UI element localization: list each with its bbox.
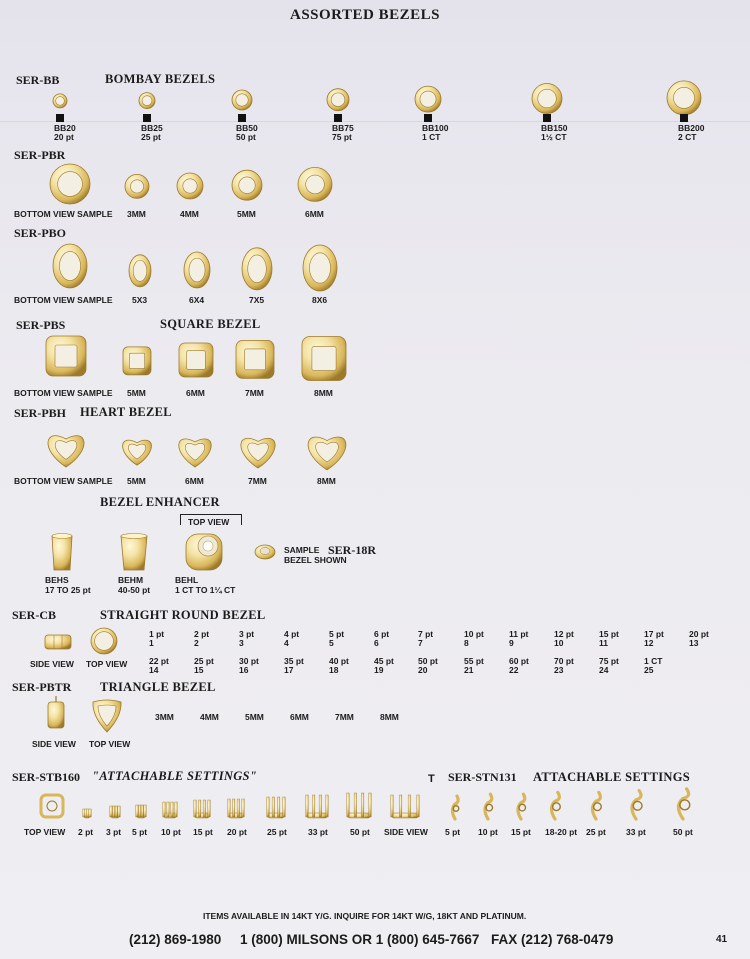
bombay-tag-bb25 [143, 114, 151, 122]
bombay-bezel-images [0, 80, 750, 125]
cb-row1-num-3: 3 [239, 638, 244, 648]
cb-row1-num-13: 13 [689, 638, 699, 648]
cb-row2-pt-20: 50 pt [418, 656, 438, 666]
pbr-bezel-4mm [177, 173, 203, 199]
stb-size-5pt: 5 pt [132, 827, 148, 837]
cb-row1-num-10: 10 [554, 638, 564, 648]
section-title-pbh: HEART BEZEL [80, 405, 172, 419]
pbs-size-6mm: 6MM [186, 388, 205, 398]
cb-row1-pt-6: 6 pt [374, 629, 390, 639]
pbo-bezel-8x6 [303, 245, 337, 291]
enhancer-behs-image [52, 534, 72, 571]
pbo-bottom-sample-image [53, 244, 87, 288]
section-code-pbo: SER-PBO [14, 226, 67, 240]
pbtr-size-8mm: 8MM [380, 712, 399, 722]
section-code-cb: SER-CB [12, 608, 57, 622]
cb-row2-num-17: 17 [284, 665, 294, 675]
cb-row1-num-9: 9 [509, 638, 514, 648]
pbo-bottom-view-label: BOTTOM VIEW SAMPLE [14, 295, 113, 305]
bombay-size-bb200: 2 CT [678, 132, 697, 142]
stb-size-50pt: 50 pt [350, 827, 370, 837]
pbh-bezel-7mm [241, 438, 275, 468]
cb-row1-pt-9: 11 pt [509, 629, 529, 639]
pbr-bezel-6mm [298, 167, 332, 201]
bombay-code-bb50: BB50 [236, 123, 258, 133]
stn-size-5pt: 5 pt [445, 827, 461, 837]
bombay-tag-bb75 [334, 114, 342, 122]
cb-row2-num-19: 19 [374, 665, 384, 675]
cb-row1-pt-13: 20 pt [689, 629, 709, 639]
enhancer-behm-label [118, 576, 150, 595]
pbr-bezel-3mm [125, 174, 149, 198]
stb-setting-15pt [194, 800, 210, 818]
cb-row2-num-25: 25 [644, 665, 654, 675]
section-code-stn: SER-STN131 [448, 770, 517, 784]
pbtr-size-4mm: 4MM [200, 712, 219, 722]
bombay-bezel-bb75 [327, 89, 349, 111]
cb-row1-pt-10: 12 pt [554, 629, 574, 639]
pbh-bottom-view-label: BOTTOM VIEW SAMPLE [14, 476, 113, 486]
cb-row2-pt-22: 60 pt [509, 656, 529, 666]
footer-toll-free: 1 (800) MILSONS OR 1 (800) 645-7667 [240, 932, 480, 947]
stb-size-25pt: 25 pt [267, 827, 287, 837]
stb-size-33pt: 33 pt [308, 827, 328, 837]
sample-line1: SAMPLE [284, 545, 320, 555]
pbtr-size-7mm: 7MM [335, 712, 354, 722]
pbo-size-5x3: 5X3 [132, 295, 148, 305]
stn-setting-15pt [518, 794, 526, 819]
behm-size: 40-50 pt [118, 584, 151, 595]
cb-row2-pt-21: 55 pt [464, 656, 484, 666]
bombay-bezel-bb20 [53, 94, 67, 108]
behs-size: 17 TO 25 pt [45, 584, 91, 595]
cb-row2-num-21: 21 [464, 665, 474, 675]
pbo-bezel-7x5 [242, 248, 272, 290]
pbh-bezel-5mm [123, 440, 152, 465]
bombay-code-bb25: BB25 [141, 123, 163, 133]
pbs-bezel-8mm [302, 337, 346, 381]
section-title-pbs: SQUARE BEZEL [160, 317, 261, 331]
cb-row2-pt-23: 70 pt [554, 656, 574, 666]
footer-availability: ITEMS AVAILABLE IN 14KT Y/G. INQUIRE FOR 14KT W/G, 18KT AND PLATINUM. [203, 911, 527, 921]
stb-size-2pt: 2 pt [78, 827, 94, 837]
section-code-pbs: SER-PBS [16, 318, 66, 332]
footer-phone: (212) 869-1980 [129, 932, 222, 947]
pbo-bezel-images [0, 240, 400, 296]
cb-row1-num-1: 1 [149, 638, 154, 648]
pbh-size-8mm: 8MM [317, 476, 336, 486]
pbr-bezel-5mm [232, 170, 262, 200]
cb-row2-pt-15: 25 pt [194, 656, 214, 666]
stn-setting-33pt [632, 791, 642, 819]
stn-setting-10pt [485, 794, 493, 819]
sample-line2: BEZEL SHOWN [284, 554, 347, 565]
pbr-size-3mm: 3MM [127, 209, 146, 219]
cb-images [0, 625, 140, 659]
stb-top-view-label: TOP VIEW [24, 827, 66, 837]
stn-size-15pt: 15 pt [511, 827, 531, 837]
pbr-bottom-view-label: BOTTOM VIEW SAMPLE [14, 209, 113, 219]
cb-row2-pt-16: 30 pt [239, 656, 259, 666]
section-title-pbtr: TRIANGLE BEZEL [100, 680, 216, 694]
cb-top-view-label: TOP VIEW [86, 659, 128, 669]
pbtr-side-view-label: SIDE VIEW [32, 739, 76, 749]
cb-row1-num-7: 7 [418, 638, 423, 648]
pbo-size-8x6: 8X6 [312, 295, 328, 305]
bombay-tag-bb200 [680, 114, 688, 122]
pbs-bezel-5mm [123, 347, 151, 375]
bombay-size-bb20: 20 pt [54, 132, 74, 142]
cb-row1-pt-2: 2 pt [194, 629, 210, 639]
pbr-bezel-images [0, 160, 400, 210]
behl-code: BEHL [175, 575, 199, 585]
enhancer-behl-image [186, 534, 222, 570]
pbs-size-5mm: 5MM [127, 388, 146, 398]
stb-size-20pt: 20 pt [227, 827, 247, 837]
pbh-bottom-sample-image [48, 436, 84, 467]
page-number: 41 [716, 934, 728, 945]
bombay-bezel-bb150 [532, 84, 562, 114]
cb-row2-pt-18: 40 pt [329, 656, 349, 666]
enhancer-sample-image [255, 545, 275, 559]
bombay-bezel-bb25 [139, 93, 155, 109]
cb-row2-num-20: 20 [418, 665, 428, 675]
stn-size-18-20pt: 18-20 pt [545, 827, 578, 837]
stb-top-view-image [41, 795, 63, 817]
cb-row2-pt-14: 22 pt [149, 656, 169, 666]
stn-setting-18-20pt [552, 792, 561, 819]
pbh-size-6mm: 6MM [185, 476, 204, 486]
stn-size-25pt: 25 pt [586, 827, 606, 837]
section-title-stb: "ATTACHABLE SETTINGS" [92, 769, 258, 783]
pbs-size-8mm: 8MM [314, 388, 333, 398]
cb-row2-num-16: 16 [239, 665, 249, 675]
bombay-size-bb150: 1½ CT [541, 132, 567, 142]
pbs-bottom-view-label: BOTTOM VIEW SAMPLE [14, 388, 113, 398]
section-title-cb: STRAIGHT ROUND BEZEL [100, 608, 266, 622]
bombay-size-bb25: 25 pt [141, 132, 161, 142]
pbo-bezel-5x3 [129, 255, 151, 287]
pbr-bottom-sample-image [50, 164, 90, 204]
section-code-pbtr: SER-PBTR [12, 680, 72, 694]
pbtr-top-view-label: TOP VIEW [89, 739, 131, 749]
cb-side-view-label: SIDE VIEW [30, 659, 74, 669]
stn-setting-5pt [453, 796, 459, 819]
cb-row1-num-12: 12 [644, 638, 654, 648]
cb-row1-num-11: 11 [599, 638, 608, 648]
section-title-bb: BOMBAY BEZELS [105, 72, 216, 86]
cb-top-view-image [91, 628, 117, 654]
cb-side-view-image [45, 635, 71, 649]
bombay-tag-bb150 [543, 114, 551, 122]
bombay-tag-bb100 [424, 114, 432, 122]
bombay-size-bb50: 50 pt [236, 132, 256, 142]
bombay-code-bb200: BB200 [678, 123, 705, 133]
stb-side-view-image [391, 795, 419, 818]
pbs-bezel-6mm [179, 343, 213, 377]
cb-row1-pt-7: 7 pt [418, 629, 434, 639]
enhancer-behm-image [121, 534, 147, 571]
pbtr-size-6mm: 6MM [290, 712, 309, 722]
cb-row1-pt-1: 1 pt [149, 629, 165, 639]
stb-size-3pt: 3 pt [106, 827, 122, 837]
cb-row1-pt-4: 4 pt [284, 629, 300, 639]
stn-size-10pt: 10 pt [478, 827, 498, 837]
bombay-tag-bb20 [56, 114, 64, 122]
stb-size-15pt: 15 pt [193, 827, 213, 837]
pbr-size-4mm: 4MM [180, 209, 199, 219]
pbh-bezel-8mm [308, 437, 346, 470]
section-code-bb: SER-BB [16, 73, 60, 87]
cb-row2-pt-19: 45 pt [374, 656, 394, 666]
attachable-setting-images [0, 785, 750, 825]
section-code-pbr: SER-PBR [14, 148, 66, 162]
stn-size-33pt: 33 pt [626, 827, 646, 837]
stb-setting-33pt [306, 795, 328, 818]
pbr-size-6mm: 6MM [305, 209, 324, 219]
cb-row2-num-24: 24 [599, 665, 609, 675]
cb-row2-num-23: 23 [554, 665, 564, 675]
cb-row2-num-18: 18 [329, 665, 339, 675]
pbr-size-5mm: 5MM [237, 209, 256, 219]
pbtr-size-5mm: 5MM [245, 712, 264, 722]
cb-row1-pt-8: 10 pt [464, 629, 484, 639]
cb-row2-num-15: 15 [194, 665, 204, 675]
pbh-bezel-images [0, 420, 400, 476]
cb-row2-pt-24: 75 pt [599, 656, 619, 666]
bombay-bezel-bb50 [232, 90, 252, 110]
enhancer-behl-label [175, 576, 235, 595]
pbs-bezel-images [0, 330, 400, 386]
cb-row1-num-2: 2 [194, 638, 199, 648]
stb-setting-20pt [228, 799, 244, 818]
section-code-pbh: SER-PBH [14, 406, 67, 420]
bombay-code-bb75: BB75 [332, 123, 354, 133]
pbtr-top-view-image [93, 700, 121, 732]
cb-row2-pt-25: 1 CT [644, 656, 663, 666]
behl-size: 1 CT TO 1¼ CT [175, 584, 236, 595]
stb-setting-2pt [83, 809, 91, 818]
pbo-bezel-6x4 [184, 252, 210, 288]
bombay-bezel-bb100 [415, 86, 441, 112]
triangle-images [0, 694, 140, 736]
tee-marker: T [428, 773, 435, 785]
pbtr-side-view-image [48, 696, 64, 728]
stb-setting-5pt [136, 805, 146, 818]
cb-row1-pt-3: 3 pt [239, 629, 255, 639]
bombay-code-bb150: BB150 [541, 123, 568, 133]
enhancer-behs-label [45, 576, 91, 595]
stn-setting-25pt [593, 792, 602, 819]
pbs-bezel-7mm [236, 340, 274, 378]
pbh-size-5mm: 5MM [127, 476, 146, 486]
stn-size-50pt: 50 pt [673, 827, 693, 837]
footer-fax: FAX (212) 768-0479 [491, 932, 614, 947]
pbs-bottom-sample-image [46, 336, 86, 376]
stb-size-10pt: 10 pt [161, 827, 181, 837]
pbtr-size-3mm: 3MM [155, 712, 174, 722]
bombay-size-bb75: 75 pt [332, 132, 352, 142]
pbs-size-7mm: 7MM [245, 388, 264, 398]
section-title-enhancer: BEZEL ENHANCER [100, 495, 220, 509]
stb-setting-25pt [267, 797, 285, 818]
cb-row2-num-14: 14 [149, 665, 159, 675]
pbh-size-7mm: 7MM [248, 476, 267, 486]
cb-row1-num-6: 6 [374, 638, 379, 648]
behm-code: BEHM [118, 575, 144, 585]
stb-setting-10pt [163, 802, 177, 818]
section-title-stn: ATTACHABLE SETTINGS [533, 770, 691, 784]
cb-row2-pt-17: 35 pt [284, 656, 304, 666]
bombay-size-bb100: 1 CT [422, 132, 441, 142]
cb-row1-num-4: 4 [284, 638, 289, 648]
cb-row2-num-22: 22 [509, 665, 519, 675]
enhancer-top-view-label: TOP VIEW [188, 517, 230, 527]
cb-row1-pt-5: 5 pt [329, 629, 345, 639]
bombay-tag-bb50 [238, 114, 246, 122]
pbh-bezel-6mm [179, 439, 211, 467]
section-code-stb: SER-STB160 [12, 770, 81, 784]
pbo-size-6x4: 6X4 [189, 295, 205, 305]
bombay-code-bb20: BB20 [54, 123, 76, 133]
cb-row1-pt-11: 15 pt [599, 629, 619, 639]
page-title: ASSORTED BEZELS [290, 7, 440, 23]
bombay-bezel-bb200 [667, 81, 701, 115]
pbo-size-7x5: 7X5 [249, 295, 265, 305]
enhancer-sample-code: SER-18R [328, 543, 377, 557]
bombay-code-bb100: BB100 [422, 123, 449, 133]
stb-setting-50pt [347, 793, 371, 818]
behs-code: BEHS [45, 575, 69, 585]
stb-side-view-label: SIDE VIEW [384, 827, 428, 837]
cb-row1-num-8: 8 [464, 638, 469, 648]
cb-row1-num-5: 5 [329, 638, 334, 648]
stn-setting-50pt [679, 789, 690, 819]
cb-row1-pt-12: 17 pt [644, 629, 664, 639]
stb-setting-3pt [110, 806, 120, 818]
